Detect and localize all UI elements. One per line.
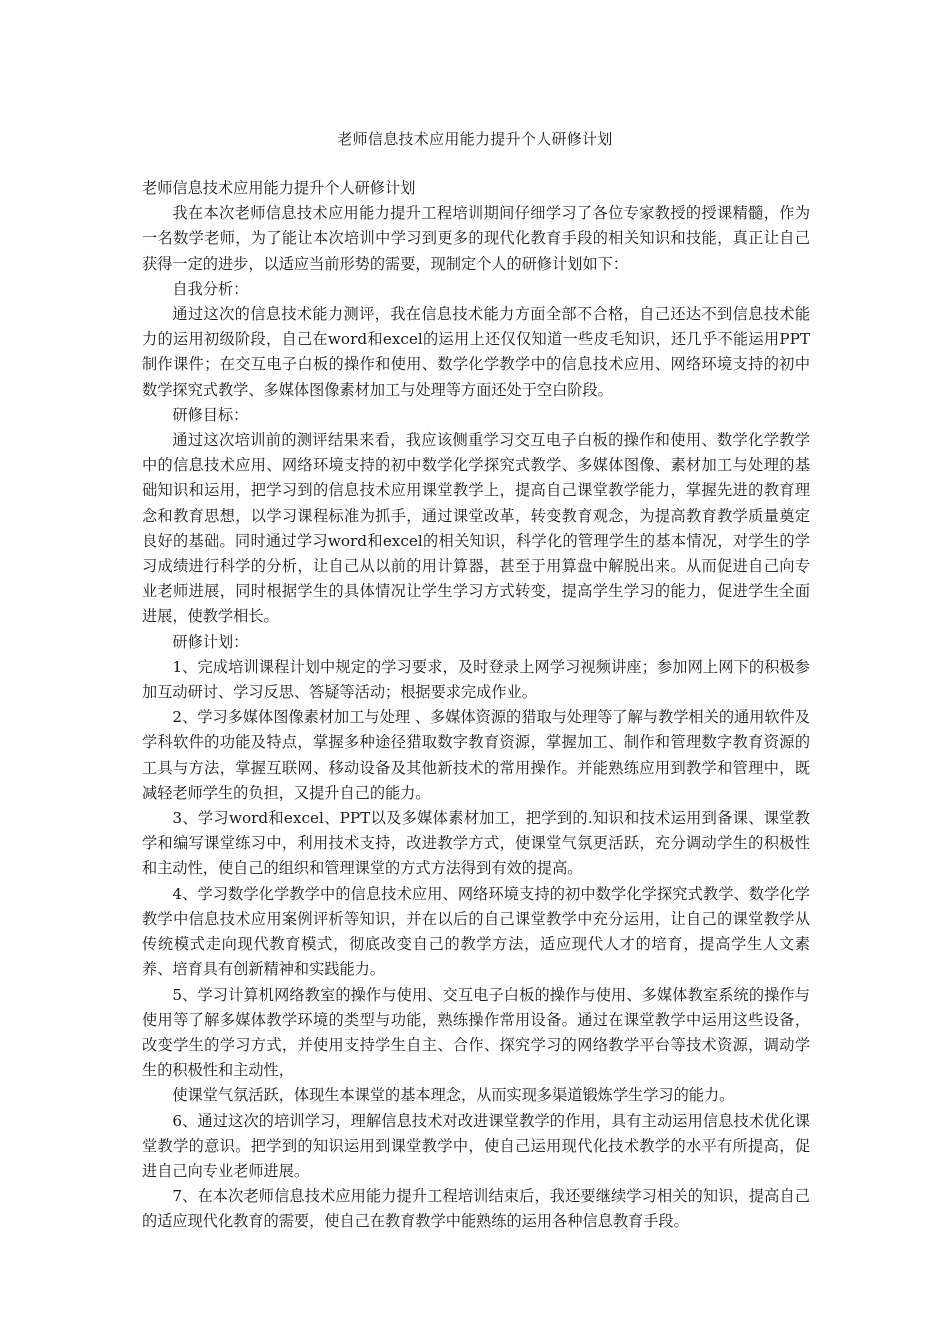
- plan-item-4: 4、学习数学化学教学中的信息技术应用、网络环境支持的初中数学化学探究式教学、数学化学教学中信息技术应用案例评析等知识，并在以后的自己课堂教学中充分运用，让自己的课堂教学从传统模式走向现代教育模式，彻底改变自己的教学方法，适应现代人才的培育，提高学生人文素养、培育具有创新精神和实践能力。: [142, 884, 810, 979]
- section-heading-self-analysis: 自我分析：: [172, 279, 249, 298]
- plan-item-7: 7、在本次老师信息技术应用能力提升工程培训结束后，我还要继续学习相关的知识，提高自己的适应现代化教育的需要，使自己在教育教学中能熟练的运用各种信息教育手段。: [142, 1187, 810, 1231]
- plan-item-5-continued: 使课堂气氛活跃，体现生本课堂的基本理念，从而实现多渠道锻炼学生学习的能力。: [172, 1086, 735, 1105]
- plan-item-2: 2、学习多媒体图像素材加工与处理 、多媒体资源的猎取与处理等了解与教学相关的通用软件及学科软件的功能及特点，掌握多种途径猎取数字教育资源，掌握加工、制作和管理数字教育资源的工具与方法，掌握互联网、移动设备及其他新技术的常用操作。并能熟练应用到教学和管理中，既减轻老师学生的负担，又提升自己的能力。: [142, 708, 810, 802]
- plan-item-6: 6、通过这次的培训学习，理解信息技术对改进课堂教学的作用，具有主动运用信息技术优化课堂教学的意识。把学到的知识运用到课堂教学中，使自己运用现代化技术教学的水平有所提高，促进自己向专业老师进展。: [142, 1111, 810, 1180]
- self-analysis-paragraph: 通过这次的信息技术能力测评，我在信息技术能力方面全部不合格，自己还达不到信息技术能力的运用初级阶段，自己在word和excel的运用上还仅仅知道一些皮毛知识，还几乎不能运用PPT制作课件；在交互电子白板的操作和使用、数学化学教学中的信息技术应用、网络环境支持的初中数学探究式教学、多媒体图像素材加工与处理等方面还处于空白阶段。: [142, 305, 810, 399]
- section-heading-goals: 研修目标：: [172, 405, 249, 424]
- plan-item-3: 3、学习word和excel、PPT以及多媒体素材加工，把学到的.知识和技术运用到备课、课堂教学和编写课堂练习中，利用技术支持，改进教学方式，使课堂气氛更活跃，充分调动学生的积极性和主动性，使自己的组织和管理课堂的方式方法得到有效的提高。: [142, 809, 810, 878]
- plan-item-5: 5、学习计算机网络教室的操作与使用、交互电子白板的操作与使用、多媒体教室系统的操作与使用等了解多媒体教学环境的类型与功能，熟练操作常用设备。通过在课堂教学中运用这些设备，改变学生的学习方式，并使用支持学生自主、合作、探究学习的网络教学平台等技术资源，调动学生的积极性和主动性，: [142, 985, 810, 1080]
- section-heading-plan: 研修计划：: [172, 632, 249, 651]
- plan-item-1: 1、完成培训课程计划中规定的学习要求，及时登录上网学习视频讲座；参加网上网下的积极参加互动研讨、学习反思、答疑等活动；根据要求完成作业。: [142, 657, 810, 702]
- goals-paragraph: 通过这次培训前的测评结果来看，我应该侧重学习交互电子白板的操作和使用、数学化学教学中的信息技术应用、网络环境支持的初中数学化学探究式教学、多媒体图像、素材加工与处理的基础知识和运用，把学习到的信息技术应用课堂教学上，提高自己课堂教学能力，掌握先进的教育理念和教育思想，以学习课程标准为抓手，通过课堂改革，转变教育观念，为提高教育教学质量奠定良好的基础。同时通过学习word和excel的相关知识，科学化的管理学生的基本情况，对学生的学习成绩进行科学的分析，让自己从以前的用计算器，甚至于用算盘中解脱出来。从而促进自己向专业老师进展，同时根据学生的具体情况让学生学习方式转变，提高学生学习的能力，促进学生全面进展，使教学相长。: [142, 431, 810, 626]
- document-subtitle: 老师信息技术应用能力提升个人研修计划: [142, 179, 416, 197]
- document-body: [142, 176, 810, 1235]
- intro-paragraph: 我在本次老师信息技术应用能力提升工程培训期间仔细学习了各位专家教授的授课精髓，作为一名数学老师，为了能让本次培训中学习到更多的现代化教育手段的相关知识和技能，真正让自己获得一定的进步，以适应当前形势的需要，现制定个人的研修计划如下：: [142, 204, 810, 273]
- document-title: 老师信息技术应用能力提升个人研修计划: [337, 130, 613, 148]
